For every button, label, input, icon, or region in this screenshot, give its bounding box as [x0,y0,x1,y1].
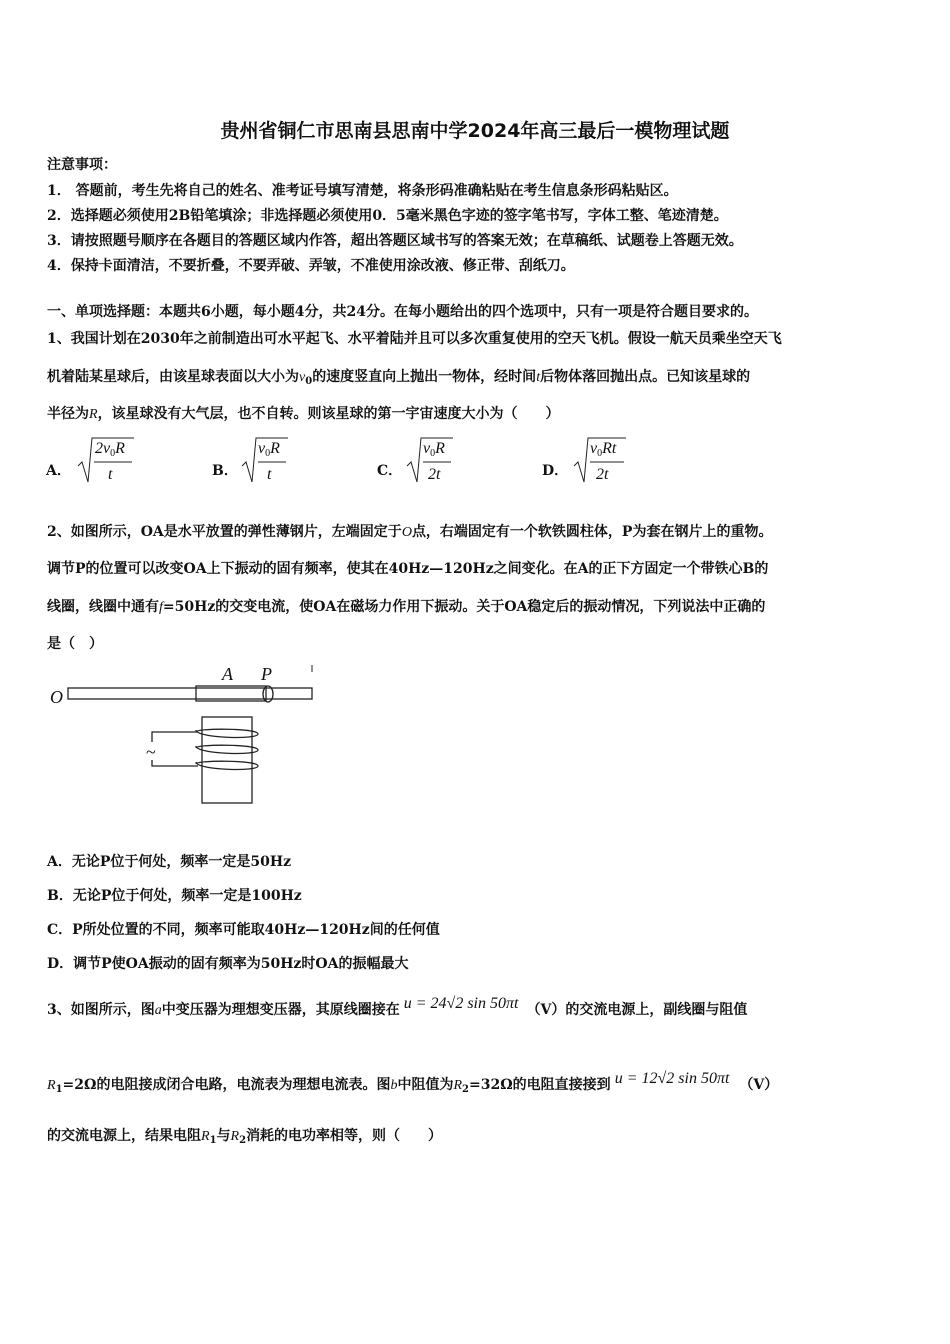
q1-line: 半径为R，该星球没有大气层，也不自转。则该星球的第一宇宙速度大小为（ ） [47,406,560,422]
notice-item: 1． 答题前，考生先将自己的姓名、准考证号填写清楚，将条形码准确粘贴在考生信息条形码粘贴区。 [47,183,678,199]
q2-option-d: D．调节P使OA振动的固有频率为50Hz时OA的振幅最大 [47,956,409,972]
q2-option-a: A．无论P位于何处，频率一定是50Hz [47,854,292,870]
q2-line: 调节P的位置可以改变OA上下振动的固有频率，使其在40Hz—120Hz之间变化。在A的正下方固定一个带铁心B的 [47,561,769,577]
q1-line: 1、我国计划在2030年之前制造出可水平起飞、水平着陆并且可以多次重复使用的空天飞机。假设一航天员乘坐空天飞 [47,331,782,347]
notice-heading: 注意事项： [47,157,117,173]
q3-line: $R_1=2\Omega$的电阻接成闭合电路，电流表为理想电流表。图b中阻值为$R_2=32\Omega$的电阻直接接到 u = 12√2 sin 50πt （V） [47,1070,779,1095]
q3-line: 的交流电源上，结果电阻$R_1$与$R_2$消耗的电功率相等，则（ ） [47,1128,443,1146]
q3-line: 3、如图所示，图a中变压器为理想变压器，其原线圈接在 u = 24√2 sin 50πt （V）的交流电源上，副线圈与阻值 [47,995,748,1018]
voltage-equation-1: u = 24√2 sin 50πt [403,995,519,1012]
q2-line: 是（ ） [47,636,103,652]
ac-source-symbol: ~ [146,742,156,762]
q2-line: 2、如图所示，OA是水平放置的弹性薄钢片，左端固定于O点，右端固定有一个软铁圆柱体，P为套在钢片上的重物。 [47,524,773,540]
q2-line: 线圈，线圈中通有f=50Hz的交变电流，使OA在磁场力作用下振动。关于OA稳定后的振动情况，下列说法中正确的 [47,599,766,615]
q1-option-a: A． $2v_0R$ t [46,432,166,488]
q2-option-c: C．P所处位置的不同，频率可能取40Hz—120Hz间的任何值 [47,922,440,938]
notice-item: 3．请按照题号顺序在各题目的答题区域内作答，超出答题区域书写的答案无效；在草稿纸、试题卷上答题无效。 [47,233,743,249]
q1-option-b: B． $v_0R$ t [212,432,332,488]
voltage-equation-2: u = 12√2 sin 50πt [614,1070,730,1087]
q1-line: 机着陆某星球后，由该星球表面以大小为$v_0$的速度竖直向上抛出一物体，经时间t后物体落回抛出点。已知该星球的 [47,369,751,387]
label-p: P [261,664,272,684]
notice-item: 4．保持卡面清洁，不要折叠，不要弄破、弄皱，不准使用涂改液、修正带、刮纸刀。 [47,258,575,274]
section-heading: 一、单项选择题：本题共6小题，每小题4分，共24分。在每小题给出的四个选项中，只有一项是符合题目要求的。 [47,304,758,320]
q2-option-b: B．无论P位于何处，频率一定是100Hz [47,888,302,904]
label-a: A [222,664,233,684]
q1-option-c: C． $v_0R$ 2t [377,432,497,488]
notice-item: 2．选择题必须使用2B铅笔填涂；非选择题必须使用0．5毫米黑色字迹的签字笔书写，字体工整、笔迹清楚。 [47,208,728,224]
page-title: 贵州省铜仁市思南县思南中学2024年高三最后一模物理试题 [220,120,730,142]
q1-option-d: D． $v_0Rt$ 2t [542,432,662,488]
label-o: O [50,687,63,707]
oscillator-figure [44,660,324,810]
